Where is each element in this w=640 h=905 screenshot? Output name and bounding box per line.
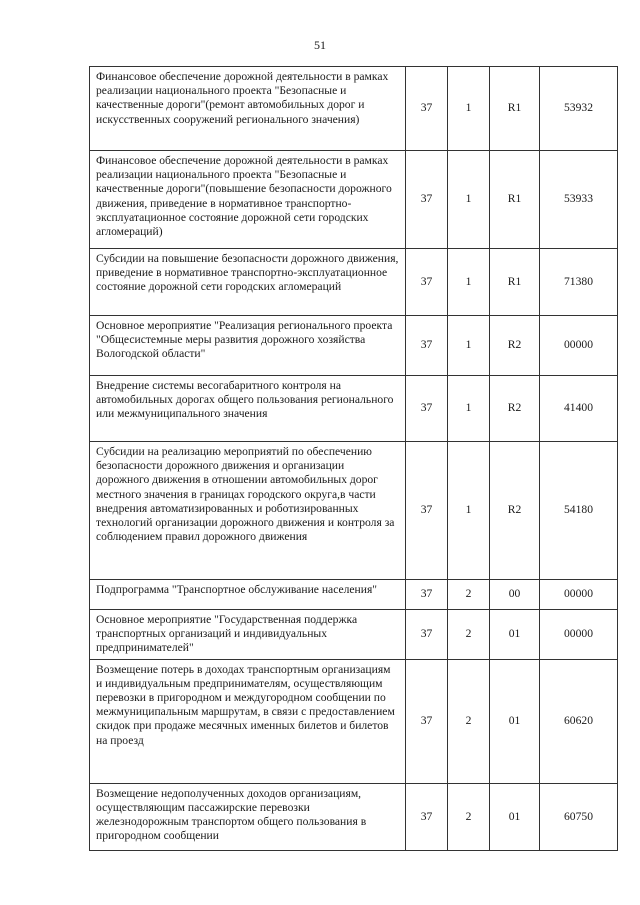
code-cell: R1 xyxy=(490,249,540,316)
table-row xyxy=(90,610,618,660)
code-cell: 01 xyxy=(490,659,540,783)
row-name-cell: Возмещение потерь в доходах транспортным организациям и индивидуальным предпринимателям, осуществляющим перевозки в пригородном и междугородном сообщении по межмуниципальным маршрутам, в связи с предоставлением скидок при продаже месячных именных билетов и билетов на проезд xyxy=(90,659,406,783)
code-cell: R2 xyxy=(490,316,540,376)
code-cell: 37 xyxy=(406,67,448,151)
table-row xyxy=(90,580,618,610)
row-name-cell: Основное мероприятие "Реализация регионального проекта "Общесистемные меры развития дорожного хозяйства Вологодской области" xyxy=(90,316,406,376)
table-row xyxy=(90,783,618,850)
table-row xyxy=(90,249,618,316)
row-name-cell: Субсидии на реализацию мероприятий по обеспечению безопасности дорожного движения и организации дорожного движения в отношении автомобильных дорог местного значения в границах городского округа,в части внедрения автоматизированных и роботизированных технологий организации дорожного движения и контроля за соблюдением правил дорожного движения xyxy=(90,442,406,580)
code-cell: 1 xyxy=(448,316,490,376)
table-row xyxy=(90,659,618,783)
code-cell: R1 xyxy=(490,67,540,151)
code-cell: 53932 xyxy=(540,67,618,151)
row-name-cell: Основное мероприятие "Государственная поддержка транспортных организаций и индивидуальных предпринимателей" xyxy=(90,610,406,660)
code-cell: 60750 xyxy=(540,783,618,850)
table-row xyxy=(90,442,618,580)
budget-table xyxy=(89,66,618,851)
row-name-cell: Возмещение недополученных доходов организациям, осуществляющим пассажирские перевозки железнодорожным транспортом общего пользования в пригородном сообщении xyxy=(90,783,406,850)
code-cell: 37 xyxy=(406,151,448,249)
table-row xyxy=(90,67,618,151)
code-cell: 2 xyxy=(448,783,490,850)
code-cell: 01 xyxy=(490,783,540,850)
code-cell: 37 xyxy=(406,442,448,580)
code-cell: 54180 xyxy=(540,442,618,580)
code-cell: 37 xyxy=(406,580,448,610)
code-cell: 37 xyxy=(406,783,448,850)
code-cell: 60620 xyxy=(540,659,618,783)
row-name-cell: Внедрение системы весогабаритного контроля на автомобильных дорогах общего пользования регионального или межмуниципального значения xyxy=(90,376,406,442)
table-row xyxy=(90,151,618,249)
code-cell: 00000 xyxy=(540,316,618,376)
table-row xyxy=(90,376,618,442)
code-cell: 00000 xyxy=(540,610,618,660)
page-number: 51 xyxy=(314,38,326,52)
code-cell: 00000 xyxy=(540,580,618,610)
code-cell: 53933 xyxy=(540,151,618,249)
row-name-cell: Субсидии на повышение безопасности дорожного движения, приведение в нормативное транспортно-эксплуатационное состояние дорожной сети городских агломераций xyxy=(90,249,406,316)
code-cell: 37 xyxy=(406,249,448,316)
code-cell: 37 xyxy=(406,316,448,376)
code-cell: R2 xyxy=(490,442,540,580)
code-cell: 37 xyxy=(406,376,448,442)
code-cell: R2 xyxy=(490,376,540,442)
code-cell: 37 xyxy=(406,659,448,783)
code-cell: 2 xyxy=(448,580,490,610)
code-cell: 1 xyxy=(448,376,490,442)
row-name-cell: Финансовое обеспечение дорожной деятельности в рамках реализации национального проекта "Безопасные и качественные дороги"(ремонт автомобильных дорог и искусственных сооружений регионального значения) xyxy=(90,67,406,151)
code-cell: 71380 xyxy=(540,249,618,316)
code-cell: R1 xyxy=(490,151,540,249)
code-cell: 1 xyxy=(448,151,490,249)
row-name-cell: Подпрограмма "Транспортное обслуживание населения" xyxy=(90,580,406,610)
code-cell: 37 xyxy=(406,610,448,660)
row-name-cell: Финансовое обеспечение дорожной деятельности в рамках реализации национального проекта "Безопасные и качественные дороги"(повышение безопасности дорожного движения, приведение в нормативное транспортно-эксплуатационное состояние дорожной сети городских агломераций) xyxy=(90,151,406,249)
code-cell: 41400 xyxy=(540,376,618,442)
table-row xyxy=(90,316,618,376)
code-cell: 1 xyxy=(448,442,490,580)
code-cell: 2 xyxy=(448,610,490,660)
code-cell: 1 xyxy=(448,67,490,151)
code-cell: 01 xyxy=(490,610,540,660)
code-cell: 2 xyxy=(448,659,490,783)
code-cell: 1 xyxy=(448,249,490,316)
code-cell: 00 xyxy=(490,580,540,610)
